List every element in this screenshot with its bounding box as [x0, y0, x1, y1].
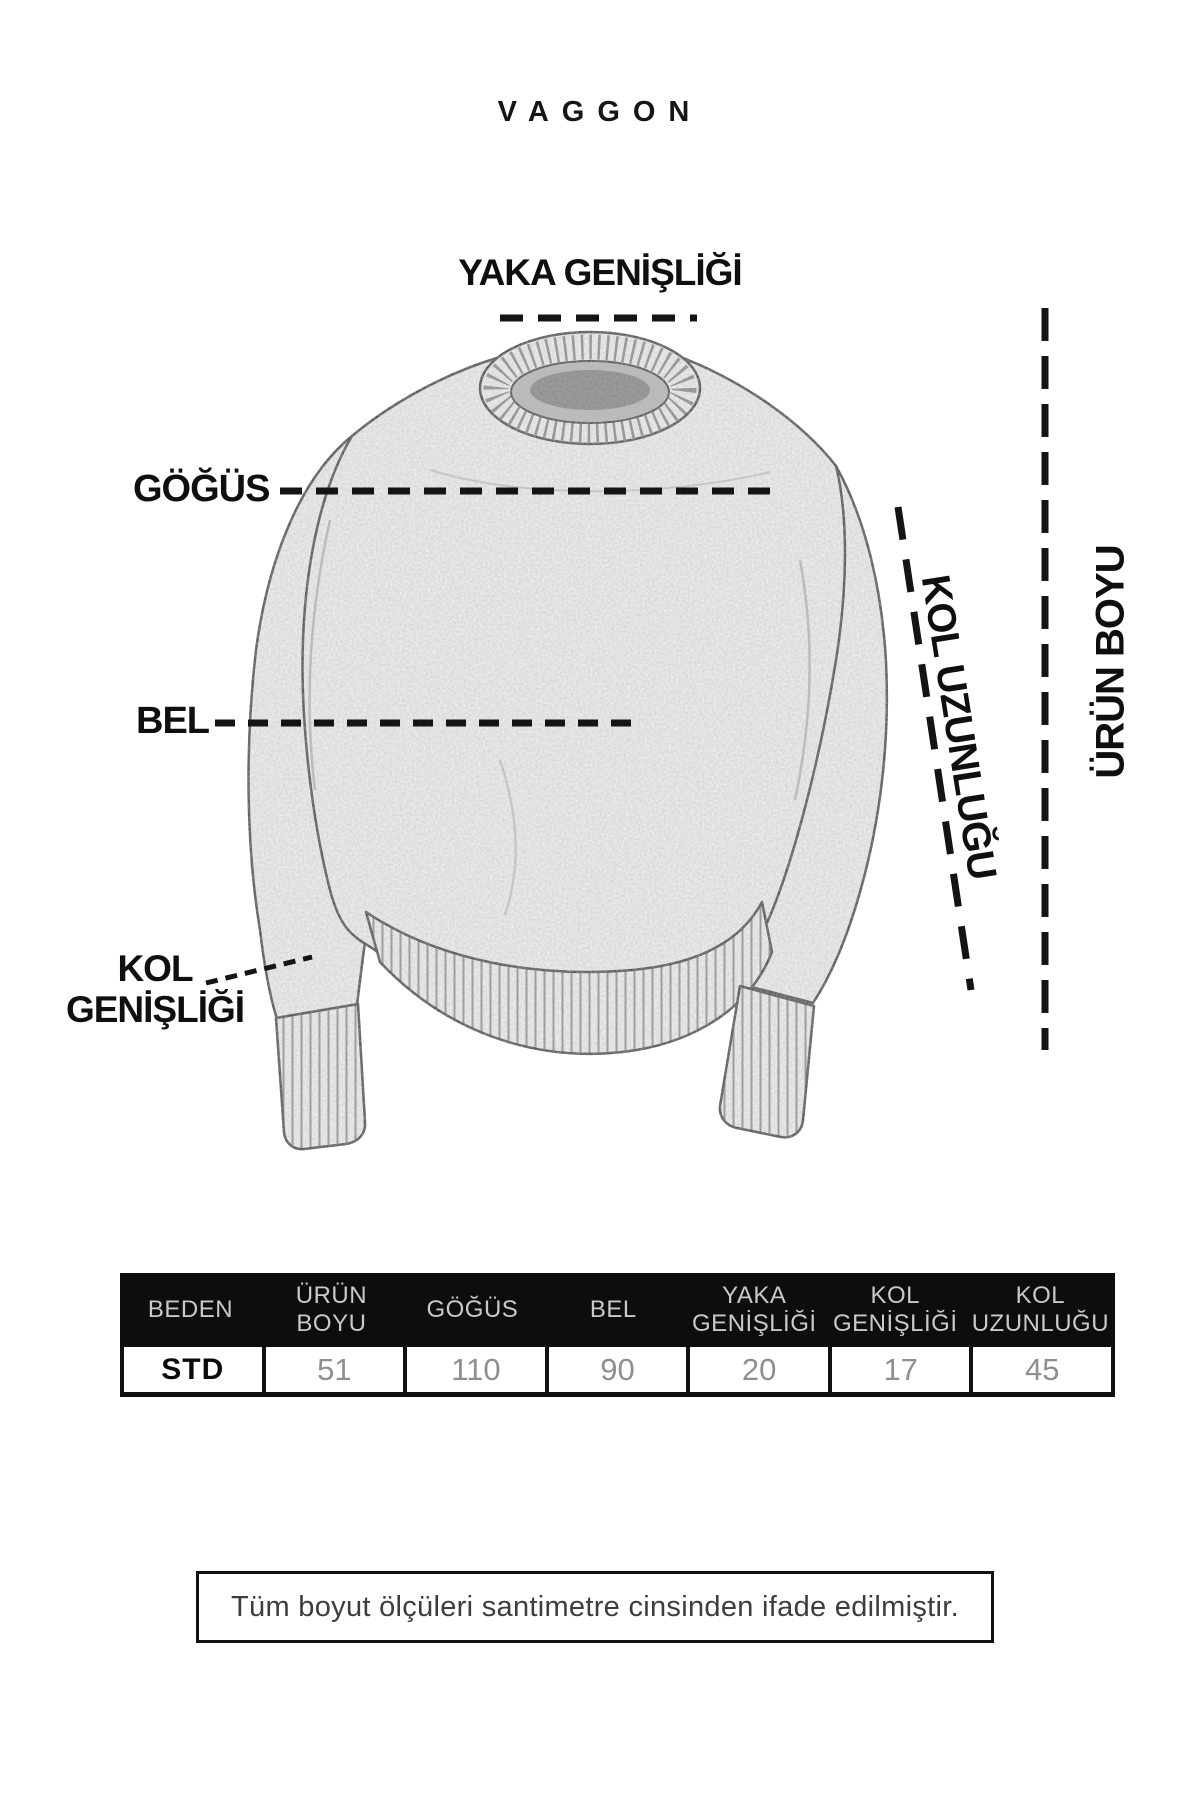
sweater-left-cuff — [276, 1004, 365, 1149]
sleeve-width-label-line1: KOL — [117, 948, 193, 989]
footer-note-text: Tüm boyut ölçüleri santimetre cinsinden ifade edilmiştir. — [231, 1590, 959, 1623]
sweater-right-cuff — [720, 986, 814, 1137]
chest-label: GÖĞÜS — [133, 468, 270, 510]
column-header-gogus: GÖĞÜS — [426, 1295, 519, 1323]
collar-width-label: YAKA GENİŞLİĞİ — [458, 252, 742, 293]
product-length-label: ÜRÜN BOYU — [1088, 545, 1133, 779]
column-header-bel: BEL — [589, 1295, 637, 1323]
value-cell-bel: 90 — [545, 1347, 687, 1392]
table-row — [120, 1347, 1115, 1397]
column-header-beden: BEDEN — [147, 1295, 234, 1323]
sleeve-length-label: KOL UZUNLUĞU — [912, 571, 1005, 883]
column-header-kol-uzunlugu: KOL UZUNLUĞU — [971, 1281, 1110, 1337]
brand-logo: VAGGON — [497, 96, 703, 128]
sweater-collar-shadow — [530, 370, 650, 410]
size-table — [120, 1273, 1115, 1397]
column-header-kol-genisligi: KOL GENİŞLİĞİ — [832, 1281, 958, 1337]
column-header-urun-boyu: ÜRÜN BOYU — [295, 1281, 368, 1337]
sleeve-width-label-line2: GENİŞLİĞİ — [65, 989, 245, 1031]
sweater-drawing — [249, 332, 887, 1149]
waist-label: BEL — [136, 700, 209, 742]
size-table-header — [120, 1273, 1115, 1347]
value-cell-urun-boyu: 51 — [262, 1347, 404, 1392]
value-cell-gogus: 110 — [403, 1347, 545, 1392]
value-cell-yaka-genisligi: 20 — [686, 1347, 828, 1392]
column-header-yaka-genisligi: YAKA GENİŞLİĞİ — [692, 1281, 817, 1337]
size-cell: STD — [161, 1352, 225, 1386]
value-cell-kol-genisligi: 17 — [828, 1347, 970, 1392]
footer-note-box — [196, 1571, 994, 1643]
value-cell-kol-uzunlugu: 45 — [969, 1347, 1111, 1392]
sleeve-width-label — [55, 948, 255, 1031]
